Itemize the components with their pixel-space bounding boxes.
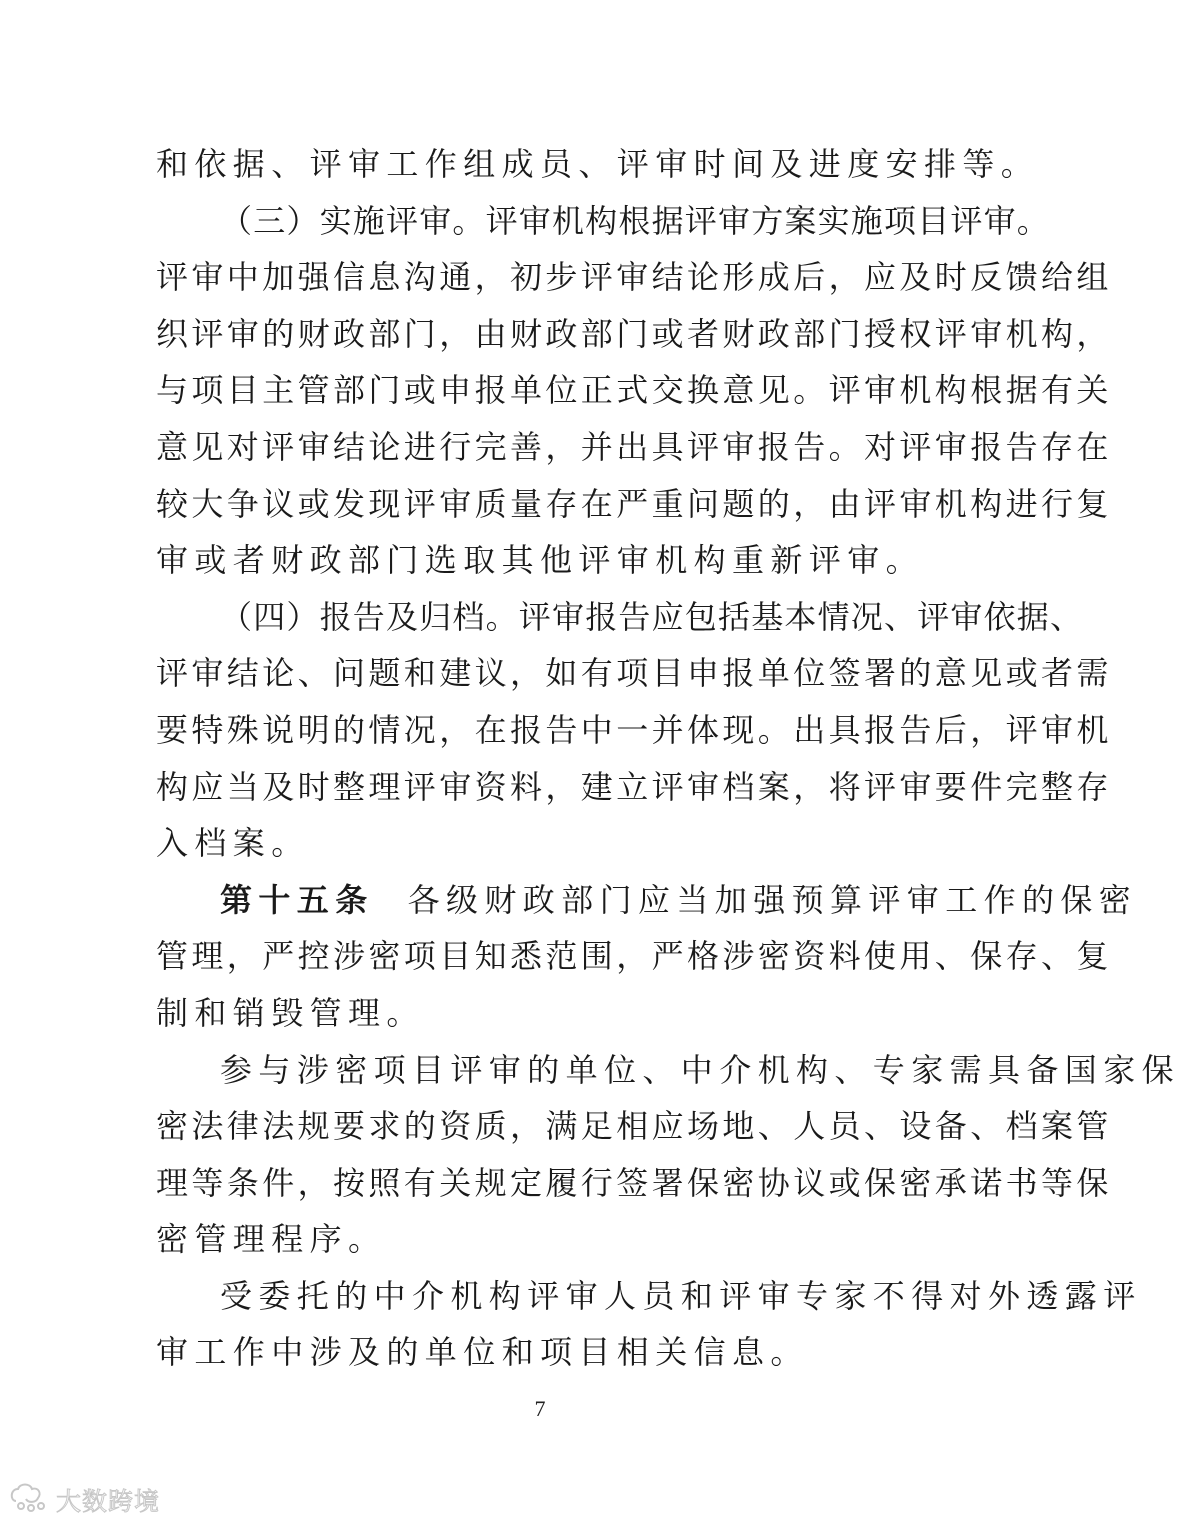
text-line: 理等条件，按照有关规定履行签署保密协议或保密承诺书等保 — [156, 1163, 1112, 1202]
article-line — [156, 872, 1138, 929]
page-number: 7 — [534, 1396, 546, 1421]
text-line: 参与涉密项目评审的单位、中介机构、专家需具备国家保 — [220, 1050, 1180, 1089]
text-line: 各级财政部门应当加强预算评审工作的保密 — [407, 880, 1138, 919]
text-line: （四）报告及归档。评审报告应包括基本情况、评审依据、 — [220, 597, 1084, 636]
text-line: 入档案。 — [156, 824, 310, 863]
logo-icon — [8, 1481, 52, 1519]
text-line: 审工作中涉及的单位和项目相关信息。 — [156, 1333, 809, 1372]
text-line: 密法律法规要求的资质，满足相应场地、人员、设备、档案管 — [156, 1107, 1112, 1146]
document-body — [156, 136, 1180, 1381]
text-line: 管理，严控涉密项目知悉范围，严格涉密资料使用、保存、复 — [156, 937, 1112, 976]
text-line: 要特殊说明的情况，在报告中一并体现。出具报告后，评审机 — [156, 710, 1112, 749]
text-line: 评审中加强信息沟通，初步评审结论形成后，应及时反馈给组 — [156, 258, 1112, 297]
watermark-text: 大数跨境 — [56, 1487, 161, 1516]
text-line: 审或者财政部门选取其他评审机构重新评审。 — [156, 541, 925, 580]
text-line: 受委托的中介机构评审人员和评审专家不得对外透露评 — [220, 1276, 1142, 1315]
text-line: 评审结论、问题和建议，如有项目申报单位签署的意见或者需 — [156, 654, 1112, 693]
text-line: 密管理程序。 — [156, 1220, 387, 1259]
text-line: 和依据、评审工作组成员、评审时间及进度安排等。 — [156, 145, 1040, 183]
text-line: 织评审的财政部门，由财政部门或者财政部门授权评审机构， — [156, 314, 1112, 353]
text-line: 构应当及时整理评审资料，建立评审档案，将评审要件完整存 — [156, 767, 1112, 806]
watermark — [8, 1480, 160, 1520]
text-line: （三）实施评审。评审机构根据评审方案实施项目评审。 — [220, 201, 1051, 240]
text-line: 与项目主管部门或申报单位正式交换意见。评审机构根据有关 — [156, 371, 1112, 410]
text-line: 制和销毁管理。 — [156, 993, 425, 1032]
text-line: 意见对评审结论进行完善，并出具评审报告。对评审报告存在 — [156, 427, 1112, 466]
text-line: 较大争议或发现评审质量存在严重问题的，由评审机构进行复 — [156, 484, 1112, 523]
article-heading: 第十五条 — [220, 880, 374, 919]
